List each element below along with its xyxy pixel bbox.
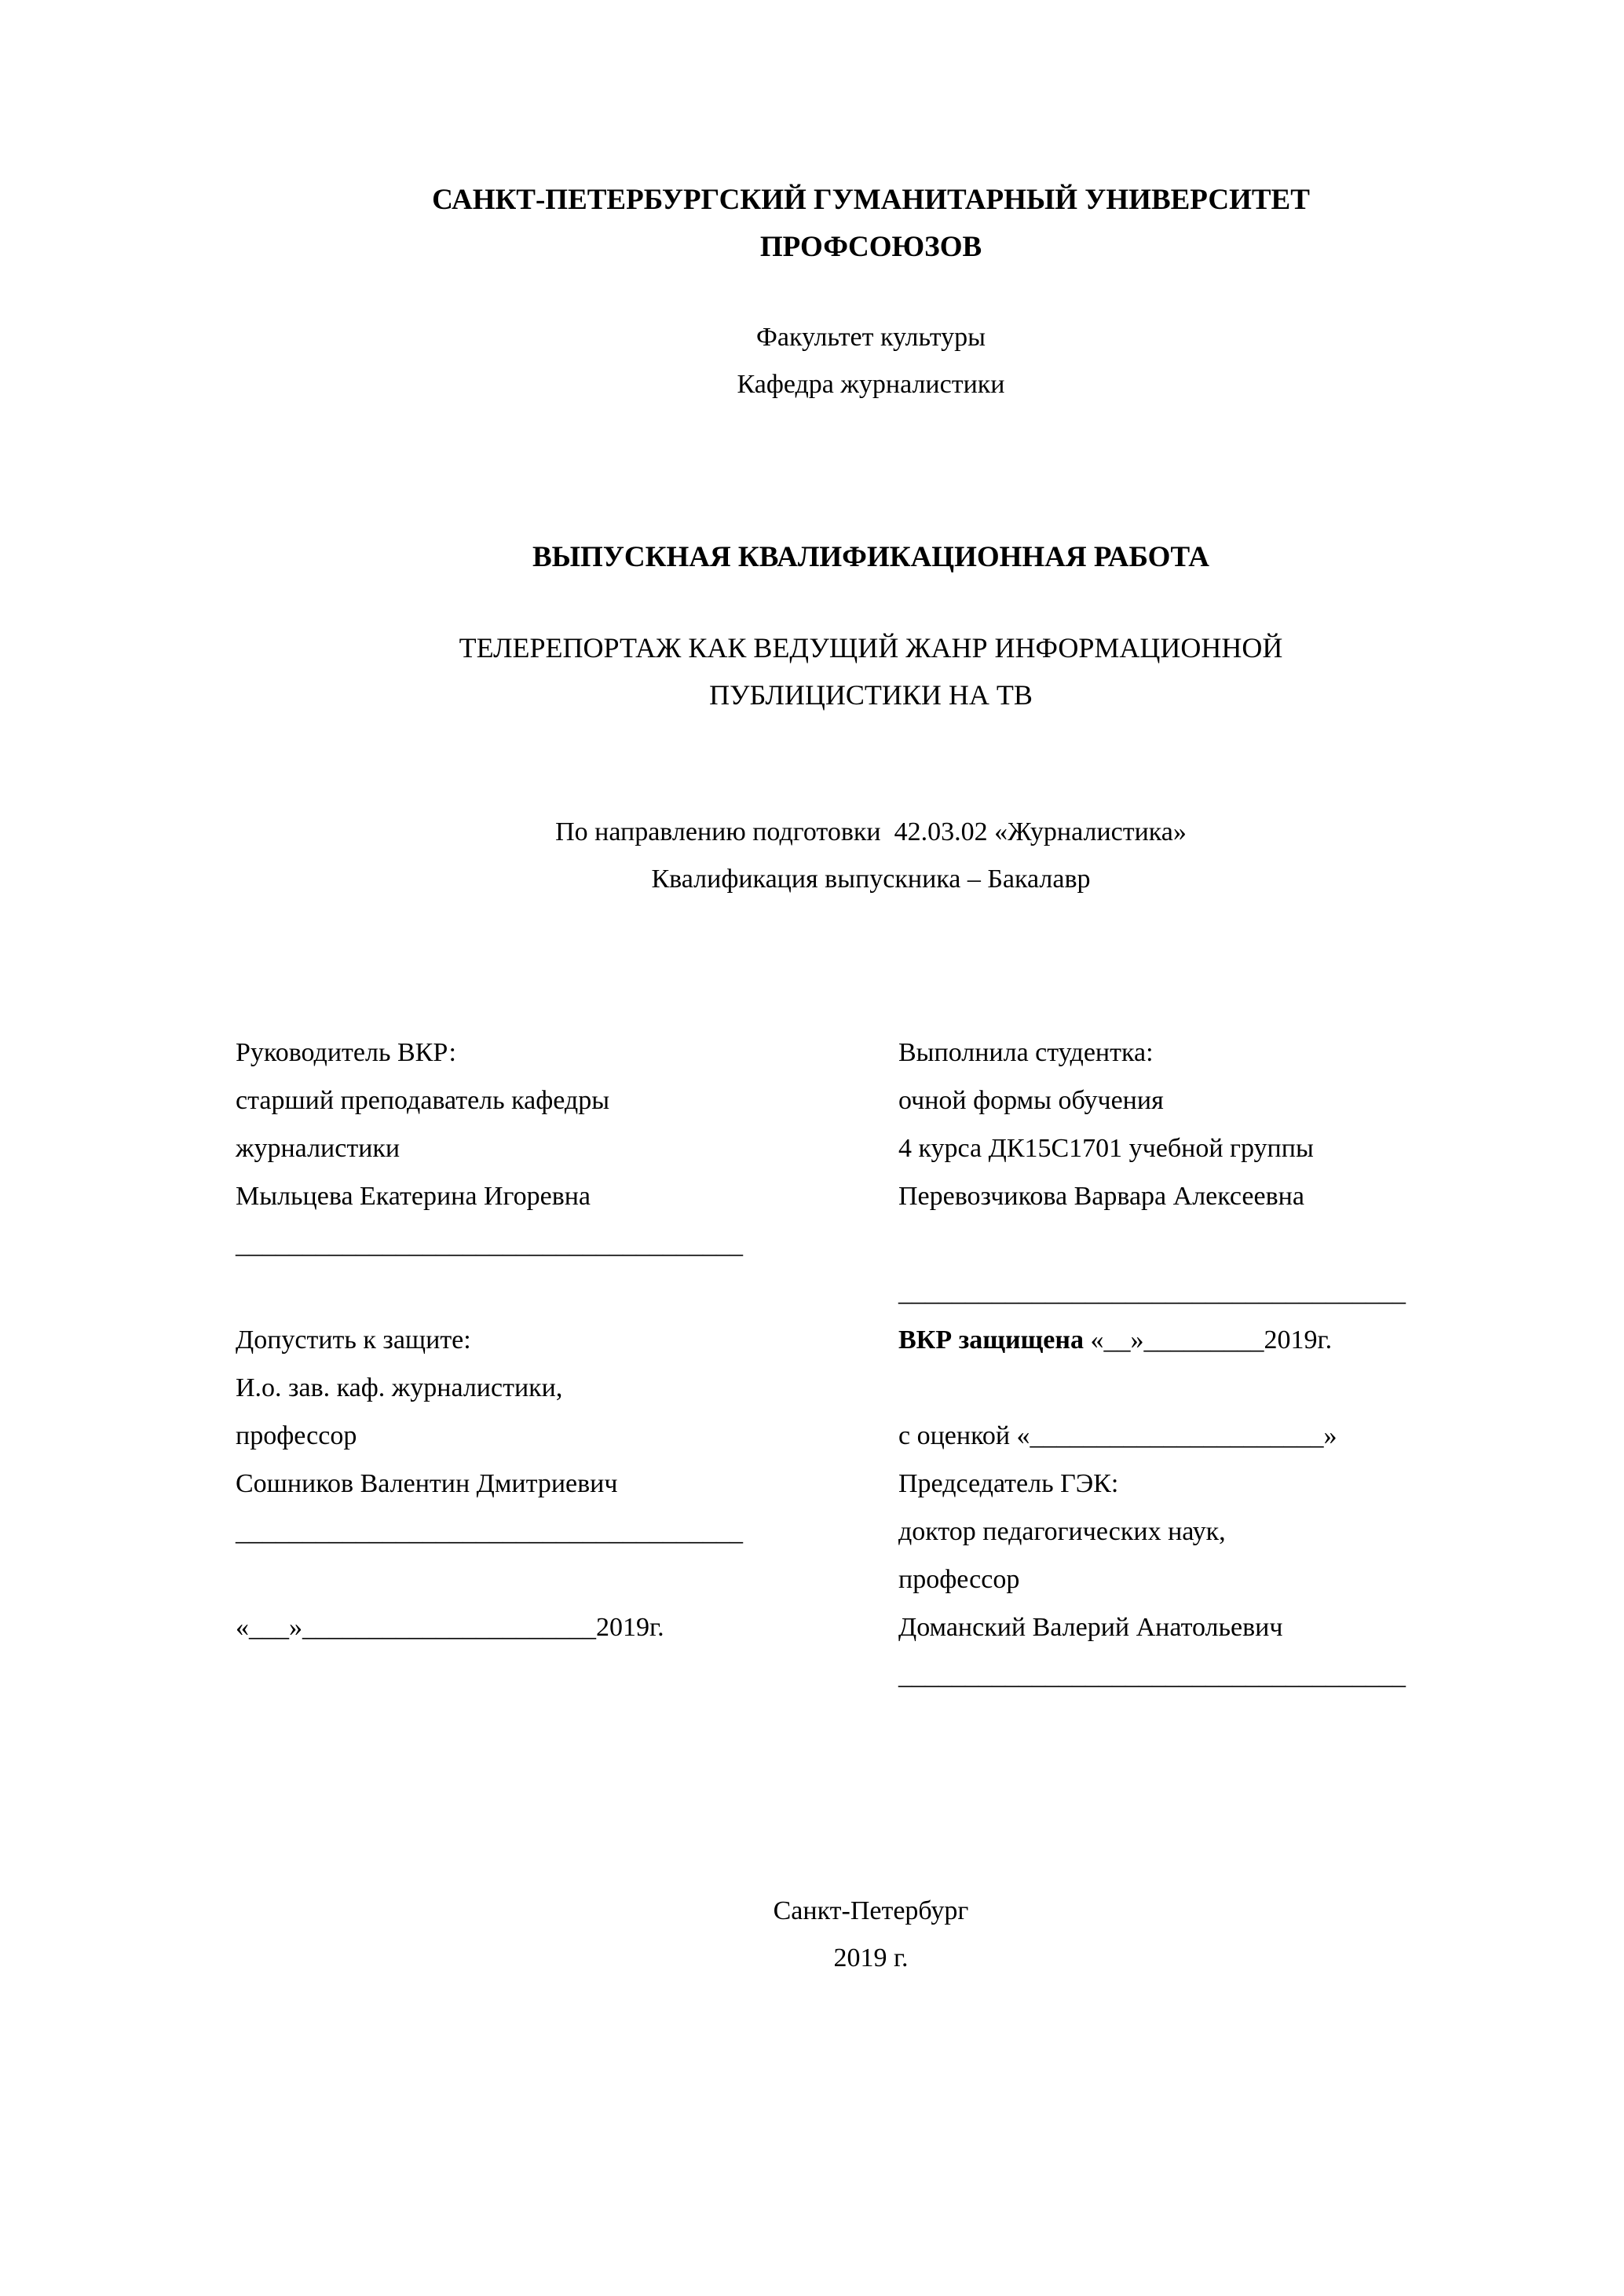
thesis-title-line1: ТЕЛЕРЕПОРТАЖ КАК ВЕДУЩИЙ ЖАНР ИНФОРМАЦИОННОЙ bbox=[459, 632, 1283, 664]
chairman-degree: доктор педагогических наук, bbox=[898, 1517, 1226, 1546]
admit-signature-line: ______________________________________ bbox=[236, 1517, 743, 1546]
defended-line bbox=[898, 1316, 1506, 1364]
thesis-title-line2: ПУБЛИЦИСТИКИ НА ТВ bbox=[709, 679, 1033, 711]
student-signature-line: ______________________________________ bbox=[898, 1278, 1406, 1307]
program-block bbox=[236, 809, 1506, 903]
supervisor-label: Руководитель ВКР: bbox=[236, 1038, 456, 1067]
program-direction: По направлению подготовки 42.03.02 «Журналистика» bbox=[555, 817, 1187, 846]
supervisor-position: старший преподаватель кафедры bbox=[236, 1086, 610, 1115]
student-group: 4 курса ДК15С1701 учебной группы bbox=[898, 1134, 1314, 1163]
spacer-line bbox=[236, 1556, 864, 1603]
student-study-form: очной формы обучения bbox=[898, 1086, 1164, 1115]
defended-date-blank: «__»_________2019г. bbox=[1083, 1325, 1333, 1355]
faculty-name: Факультет культуры bbox=[756, 323, 986, 352]
city-name: Санкт-Петербург bbox=[773, 1896, 969, 1925]
chairman-signature-line: ______________________________________ bbox=[898, 1661, 1406, 1690]
supervisor-signature-line: ______________________________________ bbox=[236, 1230, 743, 1259]
university-name-line2: ПРОФСОЮЗОВ bbox=[759, 231, 982, 263]
faculty-department-block bbox=[236, 314, 1506, 408]
admit-name: Сошников Валентин Дмитриевич bbox=[236, 1469, 618, 1498]
gek-chairman-label: Председатель ГЭК: bbox=[898, 1469, 1119, 1498]
graduate-qualification: Квалификация выпускника – Бакалавр bbox=[651, 865, 1091, 894]
admit-position-cont: профессор bbox=[236, 1421, 357, 1450]
spacer-line bbox=[898, 1220, 1506, 1268]
student-name: Перевозчикова Варвара Алексеевна bbox=[898, 1182, 1304, 1211]
student-label: Выполнила студентка: bbox=[898, 1038, 1154, 1067]
signature-section bbox=[236, 1029, 1506, 1699]
supervisor-column bbox=[236, 1029, 864, 1699]
chairman-name: Доманский Валерий Анатольевич bbox=[898, 1613, 1283, 1642]
admit-date-line: «___»______________________2019г. bbox=[236, 1613, 664, 1642]
defended-label: ВКР защищена bbox=[898, 1325, 1084, 1355]
thesis-title bbox=[236, 624, 1506, 718]
grade-line: с оценкой «______________________» bbox=[898, 1421, 1337, 1450]
admit-label: Допустить к защите: bbox=[236, 1325, 471, 1355]
year-label: 2019 г. bbox=[833, 1943, 909, 1972]
admit-position: И.о. зав. каф. журналистики, bbox=[236, 1373, 563, 1402]
supervisor-name: Мыльцева Екатерина Игоревна bbox=[236, 1182, 591, 1211]
supervisor-position-cont: журналистики bbox=[236, 1134, 401, 1163]
university-name bbox=[236, 177, 1506, 271]
spacer-line bbox=[898, 1364, 1506, 1412]
department-name: Кафедра журналистики bbox=[737, 370, 1005, 399]
work-type-heading: ВЫПУСКНАЯ КВАЛИФИКАЦИОННАЯ РАБОТА bbox=[532, 541, 1210, 573]
university-name-line1: САНКТ-ПЕТЕРБУРГСКИЙ ГУМАНИТАРНЫЙ УНИВЕРСИТЕТ bbox=[432, 184, 1310, 216]
student-column bbox=[898, 1029, 1506, 1699]
spacer-line bbox=[236, 1268, 864, 1316]
footer-block bbox=[236, 1888, 1506, 1982]
chairman-position: профессор bbox=[898, 1565, 1020, 1594]
